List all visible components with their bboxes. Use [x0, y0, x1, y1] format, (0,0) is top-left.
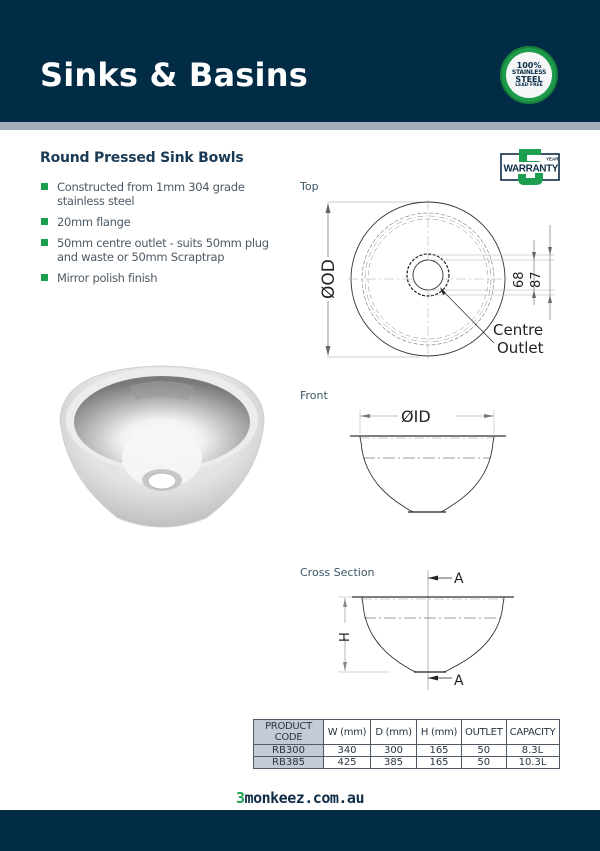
col-header-w: W (mm) — [324, 720, 371, 745]
product-title: Round Pressed Sink Bowls — [40, 150, 244, 166]
cell-outlet: 50 — [462, 745, 507, 757]
svg-text:YEAR: YEAR — [546, 156, 559, 162]
top-view-label: Top — [300, 180, 319, 193]
cell-d: 385 — [371, 757, 417, 769]
top-view-drawing — [310, 195, 560, 370]
feature-text: 50mm centre outlet - suits 50mm plug and waste or 50mm Scraptrap — [57, 236, 269, 264]
cell-code: RB385 — [254, 757, 324, 769]
cell-h: 165 — [417, 757, 462, 769]
cell-w: 340 — [324, 745, 371, 757]
col-header-line: CODE — [274, 732, 303, 743]
bullet-square-icon — [41, 239, 48, 246]
page-header — [0, 0, 600, 122]
cross-section-drawing — [330, 566, 520, 696]
feature-text: 20mm flange — [57, 215, 131, 229]
feature-text: Constructed from 1mm 304 grade stainless steel — [57, 180, 245, 208]
feature-text: Mirror polish finish — [57, 271, 158, 285]
dim-68-label: 68 — [512, 271, 527, 288]
badge-line-stainless: STAINLESS — [511, 68, 547, 76]
id-dimension-label: ØID — [401, 407, 431, 426]
bullet-square-icon — [41, 274, 48, 281]
stainless-steel-badge — [500, 46, 558, 104]
badge-line-percent: 100% — [516, 60, 542, 70]
col-header-outlet: OUTLET — [462, 720, 507, 745]
website-link[interactable] — [0, 789, 600, 807]
section-a-top-label: A — [454, 571, 464, 587]
sink-bowl-photo — [56, 358, 268, 534]
feature-list — [40, 180, 280, 292]
spec-table — [253, 719, 560, 769]
header-divider-stripe — [0, 122, 600, 130]
page-footer-bar — [0, 810, 600, 851]
warranty-badge-icon — [499, 147, 561, 187]
col-header-product-code — [254, 720, 324, 745]
od-dimension-label: ØOD — [319, 259, 339, 299]
bullet-square-icon — [41, 183, 48, 190]
bullet-square-icon — [41, 218, 48, 225]
cell-capacity: 8.3L — [506, 745, 559, 757]
cell-capacity: 10.3L — [506, 757, 559, 769]
table-row — [254, 745, 560, 757]
height-dimension-label: H — [338, 632, 353, 642]
table-header-row — [254, 720, 560, 745]
cross-section-label: Cross Section — [300, 566, 375, 579]
cell-code: RB300 — [254, 745, 324, 757]
badge-line-steel: STEEL — [515, 74, 543, 84]
col-header-d: D (mm) — [371, 720, 417, 745]
front-view-drawing — [348, 402, 508, 527]
feature-item — [40, 180, 280, 208]
table-row — [254, 757, 560, 769]
svg-text:WARRANTY: WARRANTY — [503, 163, 559, 175]
cell-outlet: 50 — [462, 757, 507, 769]
feature-item — [40, 271, 280, 285]
feature-item — [40, 236, 280, 264]
badge-line-leadfree: LEAD FREE — [515, 82, 543, 88]
warranty-badge — [499, 147, 561, 187]
stainless-steel-badge-inner — [506, 52, 552, 98]
feature-item — [40, 215, 280, 229]
cell-w: 425 — [324, 757, 371, 769]
outlet-callout-label: Outlet — [497, 339, 544, 357]
page-title: Sinks & Basins — [40, 56, 308, 94]
section-a-bottom-label: A — [454, 673, 464, 689]
cell-d: 300 — [371, 745, 417, 757]
url-rest: monkeez.com.au — [244, 789, 364, 807]
col-header-h: H (mm) — [417, 720, 462, 745]
cell-h: 165 — [417, 745, 462, 757]
dim-87-label: 87 — [529, 271, 544, 288]
col-header-capacity: CAPACITY — [506, 720, 559, 745]
col-header-line: PRODUCT — [265, 721, 312, 732]
front-view-label: Front — [300, 389, 328, 402]
url-accent-digit: 3 — [236, 789, 245, 807]
centre-callout-label: Centre — [493, 321, 544, 339]
